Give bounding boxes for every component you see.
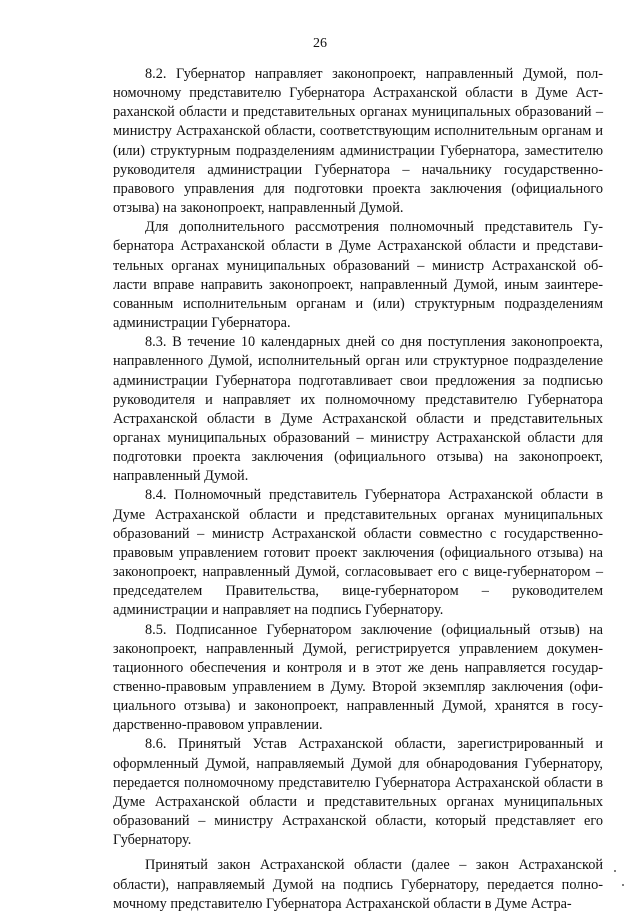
paragraph-8-4: 8.4. Полномочный представитель Губернатора Астраханской области в Думе Астраханской области и представительных органах муниципальных образований – министр Астраханской области совместно с государственно-правовым управлением готовит проект заключения (официального отзыва) на законопроект, направленный Думой, согласовывает его с вице-губернатором – председателем Правительства, вице-губернатором – руководителем администрации и направляет на подпись Губернатору. (113, 487, 603, 619)
scan-speck (614, 870, 616, 872)
paragraph-8-5: 8.5. Подписанное Губернатором заключение (официальный отзыв) на законопроект, направленный Думой, регистрируется управлением документационного обеспечения и контроля и в этот же день направляется государственно-правовым управлением в Думу. Второй экземпляр заключения (официального отзыва) и законопроект, направленный Думой, хранятся в государственно-правовом управлении. (113, 621, 603, 734)
paragraph-adopted-law: Принятый закон Астраханской области (далее – закон Астраханской области), направляемый Думой на подпись Губернатору, передается полномочному представителю Губернатора Астраханской области в Думе Астра- (113, 857, 603, 912)
paragraph-8-2: 8.2. Губернатор направляет законопроект, направленный Думой, полномочному представителю Губернатора Астраханской области в Думе Астраханской области и представительных органах муниципальных образований – министру Астраханской области, соответствующим исполнительным органам и (или) структурным подразделениям администрации Губернатора, заместителю руководителя администрации Губернатора – начальнику государственно-правового управления для подготовки проекта заключения (официального отзыва) на законопроект, направленный Думой. (113, 66, 603, 217)
paragraph-8-6: 8.6. Принятый Устав Астраханской области, зарегистрированный и оформленный Думой, направляемый Думой для обнародования Губернатору, передается полномочному представителю Губернатора Астраханской области в Думе Астраханской области и представительных органах муниципальных образований – министру Астраханской области, который представляет его Губернатору. (113, 736, 603, 849)
paragraph-8-3: 8.3. В течение 10 календарных дней со дня поступления законопроекта, направленного Думой, исполнительный орган или структурное подразделение администрации Губернатора подготавливает свои предложения за подписью руководителя и направляет их полномочному представителю Губернатора Астраханской области в Думе Астраханской области и представительных органах муниципальных образований – министру Астраханской области для подготовки проекта заключения (официального отзыва) на законопроект, направленный Думой. (113, 334, 603, 485)
paragraph-8-2-additional: Для дополнительного рассмотрения полномочный представитель Губернатора Астраханской области в Думе Астраханской области и представительных органах муниципальных образований – министр Астраханской области вправе направить законопроект, направленный Думой, иным заинтересованным исполнительным органам и (или) структурным подразделениям администрации Губернатора. (113, 219, 603, 332)
page-number: 26 (313, 36, 327, 51)
scan-speck (622, 884, 624, 886)
body-text (113, 65, 603, 914)
